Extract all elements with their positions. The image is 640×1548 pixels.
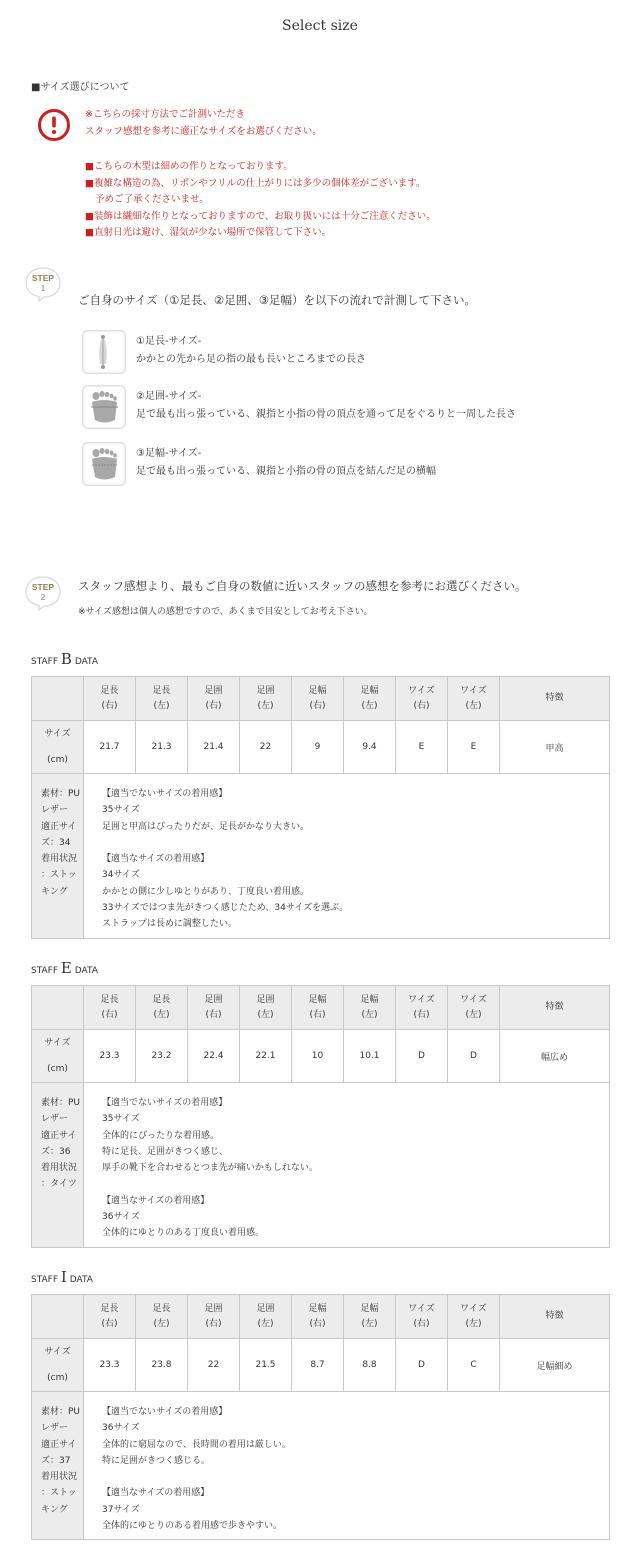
measure-description: 足で最も出っ張っている、親指と小指の骨の頂点を結んだ足の横幅 — [136, 466, 436, 477]
measure-label: ①足長-サイズ- — [136, 336, 202, 347]
comment-row — [32, 1392, 610, 1540]
caution-item: 予めご了承くださいませ。 — [95, 194, 209, 205]
table-header-row — [32, 677, 610, 721]
staff-comment-cell: 【適当でないサイズの着用感】 35サイズ 全体的にぴったりな着用感。 特に足長、足囲がきつく感じ、 厚手の靴下を合わせるとつま先が痛いかもしれない。 【適当なサイズの着用感】 36サイズ 全体的にゆとりのある丁度良い着用感。 — [84, 1083, 610, 1248]
header-cell: 足囲 (左) — [240, 1295, 292, 1339]
value-cell: E — [448, 721, 500, 774]
table-row — [32, 1339, 610, 1392]
caution-item: ■こちらの木型は細めの作りとなっております。 — [85, 161, 293, 172]
value-cell: E — [396, 721, 448, 774]
staff-profile-cell: 素材：PU レザー 適正サイ ズ：37 着用状況 ：ストッ キング — [32, 1392, 84, 1540]
value-cell: 22.4 — [188, 1030, 240, 1083]
value-cell: 23.3 — [84, 1030, 136, 1083]
header-cell: 足幅 (右) — [292, 1295, 344, 1339]
header-cell: 足長 (左) — [136, 1295, 188, 1339]
table-row — [32, 721, 610, 774]
caution-item: ■複雑な構造の為、リボンやフリルの仕上がりには多少の個体差がございます。 — [85, 177, 426, 189]
header-cell: 足幅 (左) — [344, 986, 396, 1030]
header-cell: 足幅 (右) — [292, 986, 344, 1030]
staff-i-title: STAFF I DATA — [31, 1268, 93, 1286]
value-cell: 幅広め — [500, 1030, 610, 1083]
header-cell: 足囲 (右) — [188, 1295, 240, 1339]
header-cell: ワイズ (右) — [396, 986, 448, 1030]
header-cell: 特徴 — [500, 986, 610, 1030]
table-header-row — [32, 1295, 610, 1339]
value-cell: 23.8 — [136, 1339, 188, 1392]
header-cell: 足長 (右) — [84, 986, 136, 1030]
size-label-cell: サイズ (cm) — [32, 1339, 84, 1392]
value-cell: 21.5 — [240, 1339, 292, 1392]
header-cell: ワイズ (左) — [448, 677, 500, 721]
value-cell: 22.1 — [240, 1030, 292, 1083]
header-cell: 足幅 (右) — [292, 677, 344, 721]
staff-e-title: STAFF E DATA — [31, 959, 98, 977]
header-cell: ワイズ (左) — [448, 986, 500, 1030]
staff-profile-cell: 素材：PU レザー 適正サイ ズ：34 着用状況 ：ストッ キング — [32, 774, 84, 939]
step2-instruction: スタッフ感想より、最もご自身の数値に近いスタッフの感想を参考にお選びください。 — [78, 579, 527, 593]
step1-badge — [23, 266, 63, 302]
svg-text:1: 1 — [40, 284, 46, 293]
svg-text:2: 2 — [40, 593, 46, 602]
header-cell: 足長 (左) — [136, 677, 188, 721]
value-cell: D — [448, 1030, 500, 1083]
header-cell: 足幅 (左) — [344, 677, 396, 721]
size-label-cell: サイズ (cm) — [32, 721, 84, 774]
value-cell: 8.7 — [292, 1339, 344, 1392]
value-cell: 23.2 — [136, 1030, 188, 1083]
comment-row — [32, 774, 610, 939]
measure-label: ②足囲-サイズ- — [136, 391, 202, 402]
value-cell: C — [448, 1339, 500, 1392]
staff-comment-cell: 【適当でないサイズの着用感】 35サイズ 足囲と甲高はぴったりだが、足長がかなり大きい。 【適当なサイズの着用感】 34サイズ かかとの側に少しゆとりがあり、丁度良い着用感。 33サイズではつま先がきつく感じたため、34サイズを選ぶ。 ストラップは長めに調整したい。 — [84, 774, 610, 939]
header-cell: 足囲 (左) — [240, 986, 292, 1030]
foot-length-icon — [82, 330, 126, 374]
size-label-cell: サイズ (cm) — [32, 1030, 84, 1083]
notice-text: ※こちらの採寸方法でご計測いただき スタッフ感想を参考に適正なサイズをお選びください。 — [85, 109, 322, 137]
header-cell: ワイズ (左) — [448, 1295, 500, 1339]
value-cell: 21.7 — [84, 721, 136, 774]
staff-profile-cell: 素材：PU レザー 適正サイ ズ：36 着用状況 ：タイツ — [32, 1083, 84, 1248]
header-cell: 足長 (右) — [84, 677, 136, 721]
header-cell: ワイズ (右) — [396, 677, 448, 721]
header-cell: 足幅 (左) — [344, 1295, 396, 1339]
value-cell: 21.4 — [188, 721, 240, 774]
value-cell: 10.1 — [344, 1030, 396, 1083]
value-cell: 23.3 — [84, 1339, 136, 1392]
value-cell: 8.8 — [344, 1339, 396, 1392]
table-header-row — [32, 986, 610, 1030]
caution-item: ■直射日光は避け、湿気が少ない場所で保管して下さい。 — [85, 227, 332, 238]
header-cell: ワイズ (右) — [396, 1295, 448, 1339]
staff-e-table — [31, 985, 610, 1248]
caution-item: ■装飾は繊細な作りとなっておりますので、お取り扱いには十分ご注意ください。 — [85, 210, 436, 222]
value-cell: 9 — [292, 721, 344, 774]
header-cell: 足囲 (左) — [240, 677, 292, 721]
table-row — [32, 1030, 610, 1083]
measure-label: ③足幅-サイズ- — [136, 448, 202, 459]
caution-list — [85, 159, 436, 242]
value-cell: 9.4 — [344, 721, 396, 774]
comment-row — [32, 1083, 610, 1248]
staff-b-table — [31, 676, 610, 939]
header-cell: 足長 (右) — [84, 1295, 136, 1339]
measure-item-foot-width — [82, 442, 582, 486]
value-cell: D — [396, 1030, 448, 1083]
foot-girth-icon — [82, 385, 126, 429]
measure-item-foot-length — [82, 330, 582, 374]
value-cell: 甲高 — [500, 721, 610, 774]
measure-description: かかとの先から足の指の最も長いところまでの長さ — [136, 354, 366, 365]
foot-width-icon — [82, 442, 126, 486]
svg-text:STEP: STEP — [31, 582, 55, 592]
measure-description: 足で最も出っ張っている、親指と小指の骨の頂点を通って足をぐるりと一周した長さ — [136, 409, 516, 420]
staff-b-title: STAFF B DATA — [31, 650, 98, 668]
header-cell: 足囲 (右) — [188, 986, 240, 1030]
value-cell: D — [396, 1339, 448, 1392]
staff-i-table — [31, 1294, 610, 1540]
staff-comment-cell: 【適当でないサイズの着用感】 36サイズ 全体的に窮屈なので、長時間の着用は厳しい。 特に足囲がきつく感じる。 【適当なサイズの着用感】 37サイズ 全体的にゆとりのある着用感で歩きやすい。 — [84, 1392, 610, 1540]
value-cell: 21.3 — [136, 721, 188, 774]
warning-icon — [37, 108, 71, 142]
header-cell: 特徴 — [500, 677, 610, 721]
value-cell: 22 — [240, 721, 292, 774]
value-cell: 足幅細め — [500, 1339, 610, 1392]
value-cell: 22 — [188, 1339, 240, 1392]
step2-note: ※サイズ感想は個人の感想ですので、あくまで目安としてお考え下さい。 — [78, 607, 373, 617]
page-title: Select size — [282, 18, 358, 34]
value-cell: 10 — [292, 1030, 344, 1083]
step2-badge — [23, 575, 63, 611]
size-guide-heading: ■サイズ選びについて — [31, 82, 130, 93]
header-cell: 足長 (左) — [136, 986, 188, 1030]
svg-text:STEP: STEP — [31, 273, 55, 283]
header-cell: 足囲 (右) — [188, 677, 240, 721]
step1-instruction: ご自身のサイズ（①足長、②足囲、③足幅）を以下の流れで計測して下さい。 — [78, 293, 477, 307]
measure-item-foot-girth — [82, 385, 582, 429]
header-cell: 特徴 — [500, 1295, 610, 1339]
